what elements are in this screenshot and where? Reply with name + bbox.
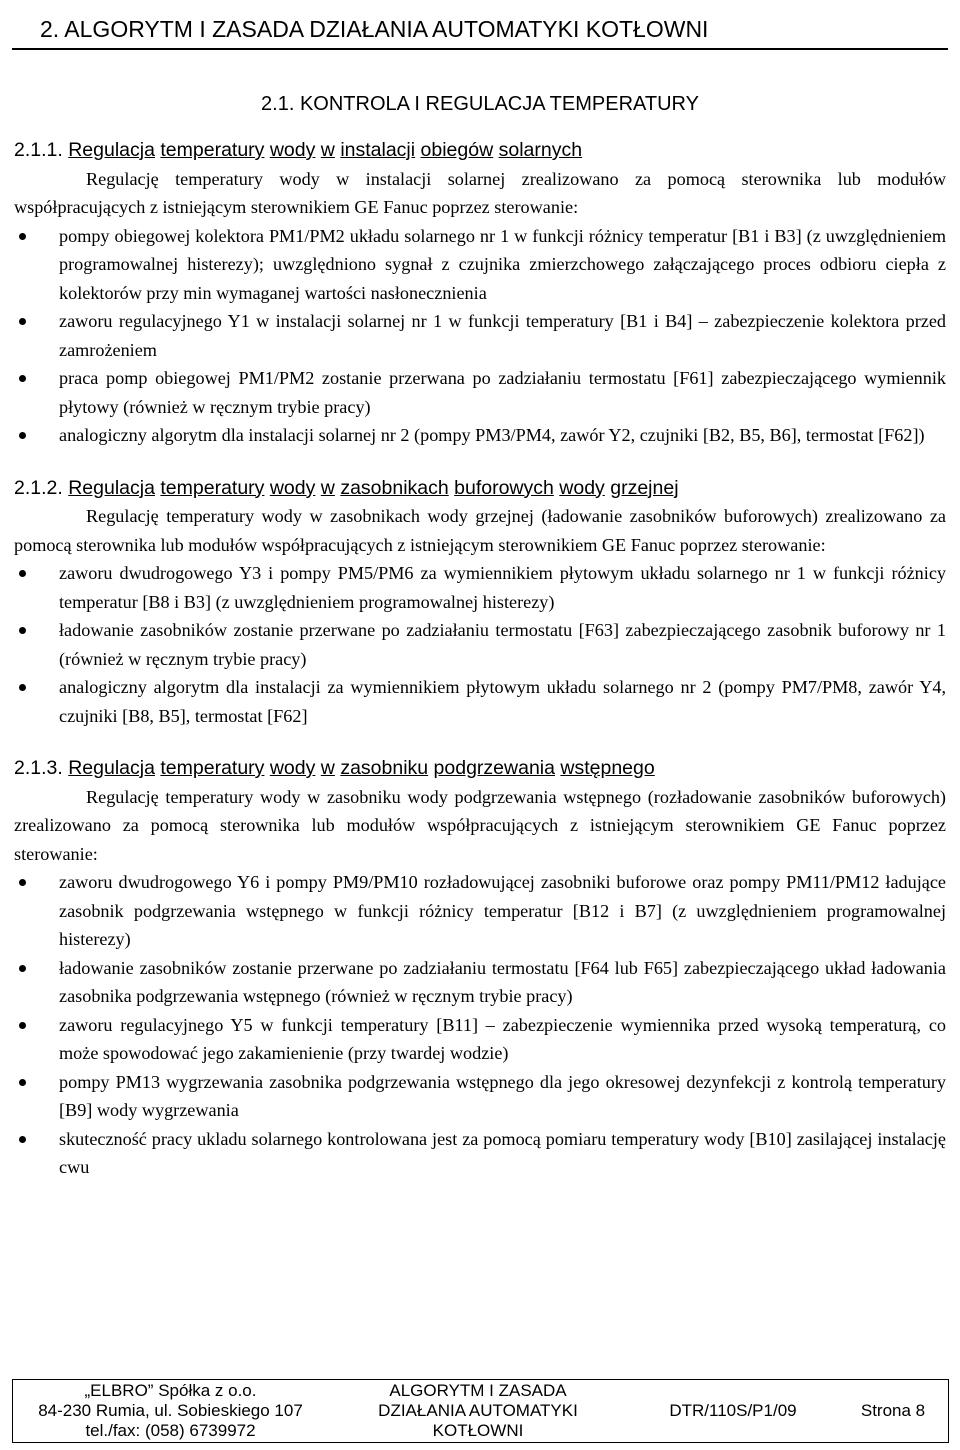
bullet-icon xyxy=(19,684,26,691)
section-title: 2.1. KONTROLA I REGULACJA TEMPERATURY xyxy=(261,93,699,115)
heading-word: grzejnej xyxy=(610,476,679,499)
list-item xyxy=(14,1125,946,1182)
heading-word: zasobnikach xyxy=(340,476,449,499)
section-intro: Regulację temperatury wody w zasobnikach wody grzejnej (ładowanie zasobników buforowych) zrealizowano za pomocą sterownika lub modułów współpracujących z istniejącym sterownikiem GE Fanuc poprzez sterowanie: xyxy=(14,506,946,555)
bullet-icon xyxy=(19,1136,26,1143)
page-number: Strona 8 xyxy=(860,1401,926,1420)
bullet-icon xyxy=(19,879,26,886)
doc-code: DTR/110S/P1/09 xyxy=(669,1401,797,1420)
page-footer xyxy=(12,1379,949,1443)
company-name: „ELBRO” Spółka z o.o. xyxy=(84,1381,257,1400)
heading-word: w xyxy=(320,757,335,779)
list-item-text: zaworu dwudrogowego Y3 i pompy PM5/PM6 za wymiennikiem płytowym układu solarnego nr 1 w funkcji różnicy temperatur [B8 i B3] (z uwzględnieniem programowalnej histerezy) xyxy=(59,563,946,612)
list-item-text: ładowanie zasobników zostanie przerwane po zadziałaniu termostatu [F63] zabezpieczającego zasobnik buforowy nr 1 (również w ręcznym trybie pracy) xyxy=(59,620,946,669)
list-item xyxy=(14,673,946,730)
list-item-text: analogiczny algorytm dla instalacji za wymiennikiem płytowym układu solarnego nr 2 (pompy PM7/PM8, zawór Y4, czujniki [B8, B5], termostat [F62] xyxy=(59,677,946,726)
list-item xyxy=(14,364,946,421)
heading-word: temperatury xyxy=(160,476,265,499)
title-divider xyxy=(12,48,948,50)
list-item xyxy=(14,1068,946,1125)
bullet-icon xyxy=(19,375,26,382)
section-intro: Regulację temperatury wody w zasobniku wody podgrzewania wstępnego (rozładowanie zasobników buforowych) zrealizowano za pomocą sterownika lub modułów współpracujących z istniejącym sterownikiem GE Fanuc poprzez sterowanie: xyxy=(14,786,946,864)
list-item-text: praca pomp obiegowej PM1/PM2 zostanie przerwana po zadziałaniu termostatu [F61] zabezpieczającego wymiennik płytowy (również w ręcznym trybie pracy) xyxy=(59,368,946,417)
section-number: 2.1.2. xyxy=(14,476,63,499)
bullet-icon xyxy=(19,627,26,634)
bullet-icon xyxy=(19,318,26,325)
heading-word: instalacji xyxy=(340,139,416,161)
list-item-text: pompy PM13 wygrzewania zasobnika podgrzewania wstępnego dla jego okresowej dezynfekcji z kontrolą temperatury [B9] wody wygrzewania xyxy=(59,1071,946,1120)
bullet-icon xyxy=(19,233,26,240)
section-intro: Regulację temperatury wody w instalacji solarnej zrealizowano za pomocą sterownika lub modułów współpracujących z istniejącym sterownikiem GE Fanuc poprzez sterowanie: xyxy=(14,168,946,217)
doc-title-line: DZIAŁANIA AUTOMATYKI xyxy=(378,1401,578,1420)
bullet-icon xyxy=(19,965,26,972)
heading-word: wody xyxy=(559,476,605,499)
footer-doc-title xyxy=(328,1380,628,1442)
document-body xyxy=(14,136,946,1182)
section-number: 2.1.3. xyxy=(14,757,63,779)
list-item-text: zaworu dwudrogowego Y6 i pompy PM9/PM10 rozładowującej zasobniki buforowe oraz pompy PM11/PM12 ładujące zasobnik podgrzewania wstępnego w funkcji różnicy temperatur [B12 i B7] (z uwzględnieniem programowalnej histerezy) xyxy=(59,872,946,949)
footer-page-number xyxy=(838,1380,948,1442)
footer-company xyxy=(13,1380,328,1442)
bullet-list xyxy=(14,559,946,730)
section-2-1-1 xyxy=(14,136,946,450)
doc-title-line: ALGORYTM I ZASADA xyxy=(389,1381,567,1400)
list-item-text: analogiczny algorytm dla instalacji solarnej nr 2 (pompy PM3/PM4, zawór Y2, czujniki [B2, B5, B6], termostat [F62]) xyxy=(59,425,925,445)
heading-word: temperatury xyxy=(160,139,265,161)
bullet-icon xyxy=(19,570,26,577)
list-item xyxy=(14,1011,946,1068)
heading-word: buforowych xyxy=(454,476,554,499)
company-phone: tel./fax: (058) 6739972 xyxy=(85,1421,256,1440)
list-item xyxy=(14,222,946,308)
list-item xyxy=(14,868,946,954)
heading-word: zasobniku xyxy=(340,757,429,779)
section-2-1-3 xyxy=(14,754,946,1182)
bullet-list xyxy=(14,222,946,450)
heading-word: obiegów xyxy=(420,139,494,161)
list-item xyxy=(14,307,946,364)
heading-word: wody xyxy=(269,139,316,161)
heading-word: Regulacja xyxy=(68,757,155,779)
heading-word: wody xyxy=(269,476,316,499)
section-heading xyxy=(14,754,946,783)
section-number: 2.1.1. xyxy=(14,139,63,161)
heading-word: temperatury xyxy=(160,757,265,779)
section-heading xyxy=(14,474,946,503)
page-title: 2. ALGORYTM I ZASADA DZIAŁANIA AUTOMATYKI KOTŁOWNI xyxy=(40,16,709,42)
bullet-icon xyxy=(19,1022,26,1029)
heading-word: podgrzewania xyxy=(433,757,555,779)
list-item-text: zaworu regulacyjnego Y5 w funkcji temperatury [B11] – zabezpieczenie wymiennika przed wysoką temperaturą, co może spowodować jego zakamienienie (przy twardej wodzie) xyxy=(59,1014,946,1063)
footer-doc-code xyxy=(628,1380,838,1442)
section-2-1-2 xyxy=(14,474,946,731)
heading-word: Regulacja xyxy=(68,476,155,499)
list-item-text: pompy obiegowej kolektora PM1/PM2 układu solarnego nr 1 w funkcji różnicy temperatur [B1 i B3] (z uwzględnieniem programowalnej histerezy); uwzględniono sygnał z czujnika zmierzchowego załączającego proces odbioru ciepła z kolektorów przy min wymaganej wartości nasłonecznienia xyxy=(59,225,946,303)
bullet-list xyxy=(14,868,946,1182)
company-address: 84-230 Rumia, ul. Sobieskiego 107 xyxy=(38,1401,303,1420)
bullet-icon xyxy=(19,1079,26,1086)
heading-word: wody xyxy=(269,757,316,779)
list-item-text: skuteczność pracy ukladu solarnego kontrolowana jest za pomocą pomiaru temperatury wody [B10] zasilającej instalację cwu xyxy=(59,1128,946,1177)
list-item xyxy=(14,616,946,673)
list-item-text: ładowanie zasobników zostanie przerwane po zadziałaniu termostatu [F64 lub F65] zabezpieczającego układ ładowania zasobnika podgrzewania wstępnego (również w ręcznym trybie pracy) xyxy=(59,957,946,1006)
section-heading xyxy=(14,136,946,165)
heading-word: w xyxy=(320,139,335,161)
list-item xyxy=(14,421,946,450)
heading-word: solarnych xyxy=(498,139,583,161)
doc-title-line: KOTŁOWNI xyxy=(432,1421,524,1440)
list-item xyxy=(14,954,946,1011)
heading-word: wstępnego xyxy=(560,757,655,779)
bullet-icon xyxy=(19,432,26,439)
heading-word: w xyxy=(320,476,335,499)
list-item xyxy=(14,559,946,616)
list-item-text: zaworu regulacyjnego Y1 w instalacji solarnej nr 1 w funkcji temperatury [B1 i B4] – zabezpieczenie kolektora przed zamrożeniem xyxy=(59,311,946,360)
heading-word: Regulacja xyxy=(68,139,155,161)
